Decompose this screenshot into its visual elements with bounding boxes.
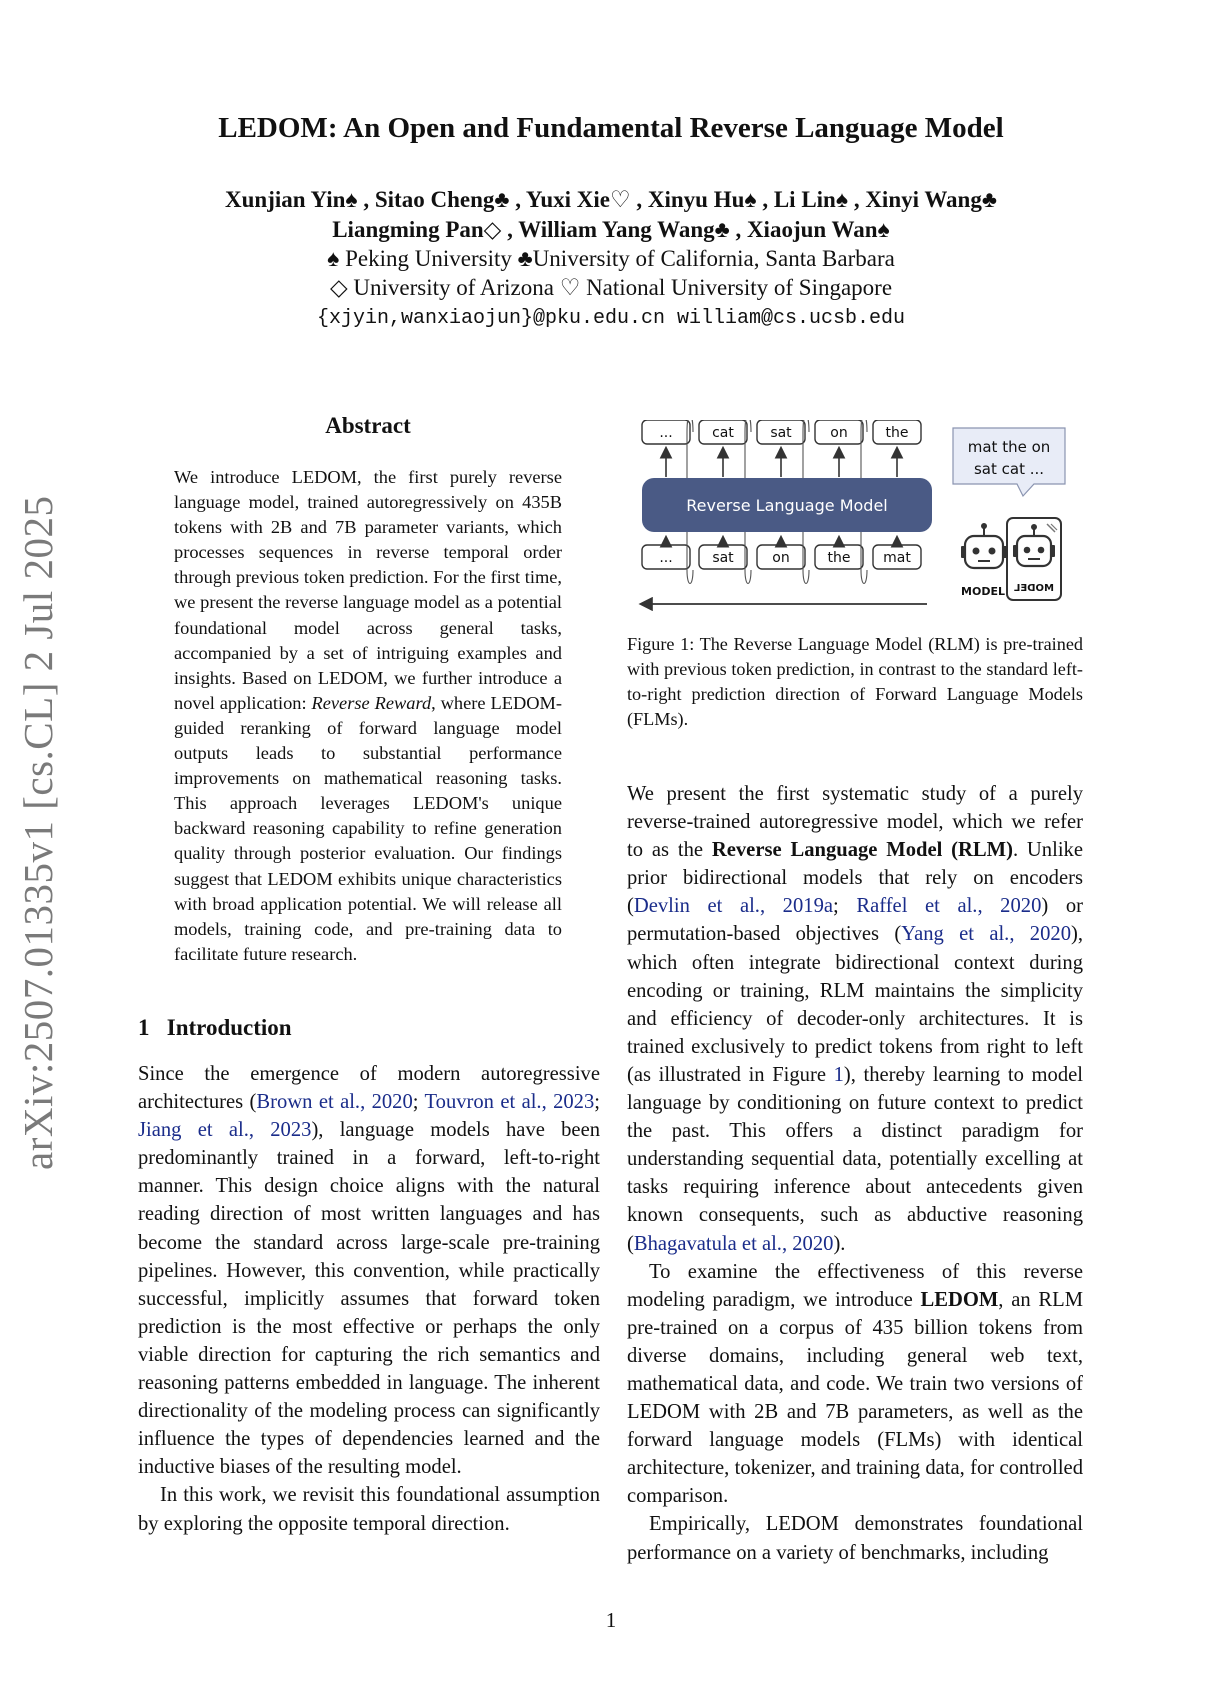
citation-link[interactable]: Touvron et al., 2023: [424, 1091, 595, 1114]
abstract-emphasis: Reverse Reward: [311, 692, 432, 713]
bottom-token-label: ...: [659, 550, 673, 566]
author-line-1: Xunjian Yin♠ , Sitao Cheng♣ , Yuxi Xie♡ , Xinyu Hu♠ , Li Lin♠ , Xinyi Wang♣: [225, 187, 997, 212]
intro-body: [138, 1060, 600, 1538]
robot-label: MODEL: [961, 585, 1005, 598]
top-token-label: the: [885, 425, 909, 441]
paper-title: [0, 112, 1222, 145]
text-run: ), thereby learning to model language by conditioning on future context to predict the past. This offers a distinct paradigm for understanding sequential data, potentially excelling at tasks requiring inference about antecedents given known consequents, such as abductive reasoning (: [627, 1063, 1083, 1255]
bottom-token-row: [642, 538, 921, 569]
text-run: ;: [594, 1091, 601, 1114]
top-token-label: on: [830, 425, 848, 441]
abstract-heading: Abstract: [325, 413, 411, 438]
text-run: ).: [833, 1232, 846, 1255]
bubble-line-1: mat the on: [967, 438, 1051, 456]
affiliation-line-2: ◇ University of Arizona ♡ National University of Singapore: [329, 275, 893, 300]
title-model-name: LEDOM: [218, 112, 328, 144]
right-paragraph-3: Empirically, LEDOM demonstrates foundational performance on a variety of benchmarks, including: [627, 1513, 1083, 1564]
abstract-body: [174, 465, 562, 967]
bottom-token-label: the: [827, 550, 851, 566]
bottom-token-label: mat: [883, 550, 911, 566]
affiliation-line-1: ♠ Peking University ♣University of California, Santa Barbara: [327, 246, 895, 271]
text-run: To examine the effectiveness of this reverse modeling paradigm, we introduce: [627, 1260, 1083, 1311]
abstract-text-1: We introduce LEDOM, the first purely reverse language model, trained autoregressively on 435B tokens with 2B and 7B parameter variants, which processes sequences in reverse temporal order through previous token prediction.: [174, 467, 562, 588]
text-run: , an RLM pre-trained on a corpus of 435 billion tokens from diverse domains, including general web text, mathematical data, and code. We train two versions of LEDOM with 2B and 7B parameters, as well as the forward language models (FLMs) with identical architecture, tokenizer, and training data, for controlled comparison.: [627, 1288, 1083, 1508]
abstract-text-2: For the first time, we present the reverse language model as a potential foundational model across general tasks, accompanied by a set of intriguing examples and insights. Based on LEDOM, we further introduce a novel application:: [174, 567, 563, 713]
top-token-row: [642, 420, 921, 477]
bold-term: Reverse Language Model (RLM): [711, 839, 1013, 862]
text-run: . Unlike prior bidirectional models that rely on encoders (: [627, 839, 1083, 918]
arxiv-stamp: arXiv:2507.01335v1 [cs.CL] 2 Jul 2025: [15, 495, 61, 1170]
author-line-2: Liangming Pan◇ , William Yang Wang♣ , Xiaojun Wan♠: [332, 217, 890, 242]
text-run: ;: [833, 895, 857, 918]
page-number: 1: [605, 1608, 617, 1632]
right-paragraph-1: [627, 780, 1083, 1258]
top-token-label: ...: [659, 425, 673, 441]
robot-icon: [961, 523, 1007, 568]
intro-paragraph-1: [138, 1060, 600, 1481]
rlm-figure: [627, 420, 1087, 615]
bubble-line-2: sat cat ...: [973, 460, 1045, 478]
text-run: ) or permutation-based objectives (: [627, 895, 1083, 946]
figure-caption: Figure 1: The Reverse Language Model (RLM) is pre-trained with previous token prediction, in contrast to the standard left-to-right prediction direction of Forward Language Models (FLMs).: [627, 634, 1083, 729]
figure-ref-link[interactable]: 1: [833, 1063, 844, 1086]
citation-link[interactable]: Brown et al., 2020: [256, 1091, 413, 1114]
text-run: ;: [412, 1091, 425, 1114]
text-run: Since the emergence of modern autoregressive architectures (: [138, 1063, 600, 1114]
model-label: Reverse Language Model: [686, 496, 888, 515]
citation-link[interactable]: Jiang et al., 2023: [138, 1119, 312, 1142]
citation-link[interactable]: Bhagavatula et al., 2020: [633, 1232, 834, 1255]
citation-link[interactable]: Raffel et al., 2020: [856, 895, 1042, 918]
section-heading: [138, 1015, 292, 1041]
right-column-body: [627, 780, 1083, 1567]
citation-link[interactable]: Devlin et al., 2019a: [633, 895, 834, 918]
citation-link[interactable]: Yang et al., 2020: [901, 923, 1071, 946]
text-run: ), which often integrate bidirectional context during encoding or training, RLM maintains the simplicity and efficiency of decoder-only architectures. It is trained exclusively to predict tokens from right to left (as illustrated in Figure: [627, 923, 1084, 1086]
text-run: ), language models have been predominantly trained in a forward, left-to-right manner. This design choice aligns with the natural reading direction of most written languages and has become the standard across large-scale pre-training pipelines. However, this convention, while practically successful, implicitly assumes that forward token prediction is the most effective or perhaps the only viable direction for capturing the rich semantics and reasoning patterns embedded in language. The inherent directionality of the modeling process can significantly influence the types of dependencies learned and the inductive biases of the resulting model.: [138, 1119, 601, 1479]
text-run: We present the first systematic study of a purely reverse-trained autoregressive model, which we refer to as the: [627, 783, 1083, 862]
author-emails: {xjyin,wanxiaojun}@pku.edu.cn william@cs.ucsb.edu: [316, 307, 906, 330]
right-paragraph-2: [627, 1258, 1083, 1511]
bottom-token-label: on: [772, 550, 790, 566]
title-rest: : An Open and Fundamental Reverse Language Model: [327, 112, 1004, 144]
abstract-text-3: , where LEDOM-guided reranking of forward language model outputs leads to substantial performance improvements on mathematical reasoning tasks. This approach leverages LEDOM's unique backward reasoning capability to refine generation quality through posterior evaluation. Our findings suggest that LEDOM exhibits unique characteristics with broad application potential. We will release all models, training code, and pre-training data to facilitate future research.: [174, 692, 562, 964]
top-token-label: sat: [770, 425, 792, 441]
top-token-label: cat: [712, 425, 734, 441]
section-number: 1: [138, 1015, 150, 1040]
bold-model-name: LEDOM: [920, 1288, 999, 1311]
section-title: Introduction: [166, 1015, 292, 1040]
bottom-token-label: sat: [712, 550, 734, 566]
intro-paragraph-2: In this work, we revisit this foundational assumption by exploring the opposite temporal direction.: [138, 1484, 600, 1535]
mirror-label: MODEL: [1014, 583, 1054, 594]
